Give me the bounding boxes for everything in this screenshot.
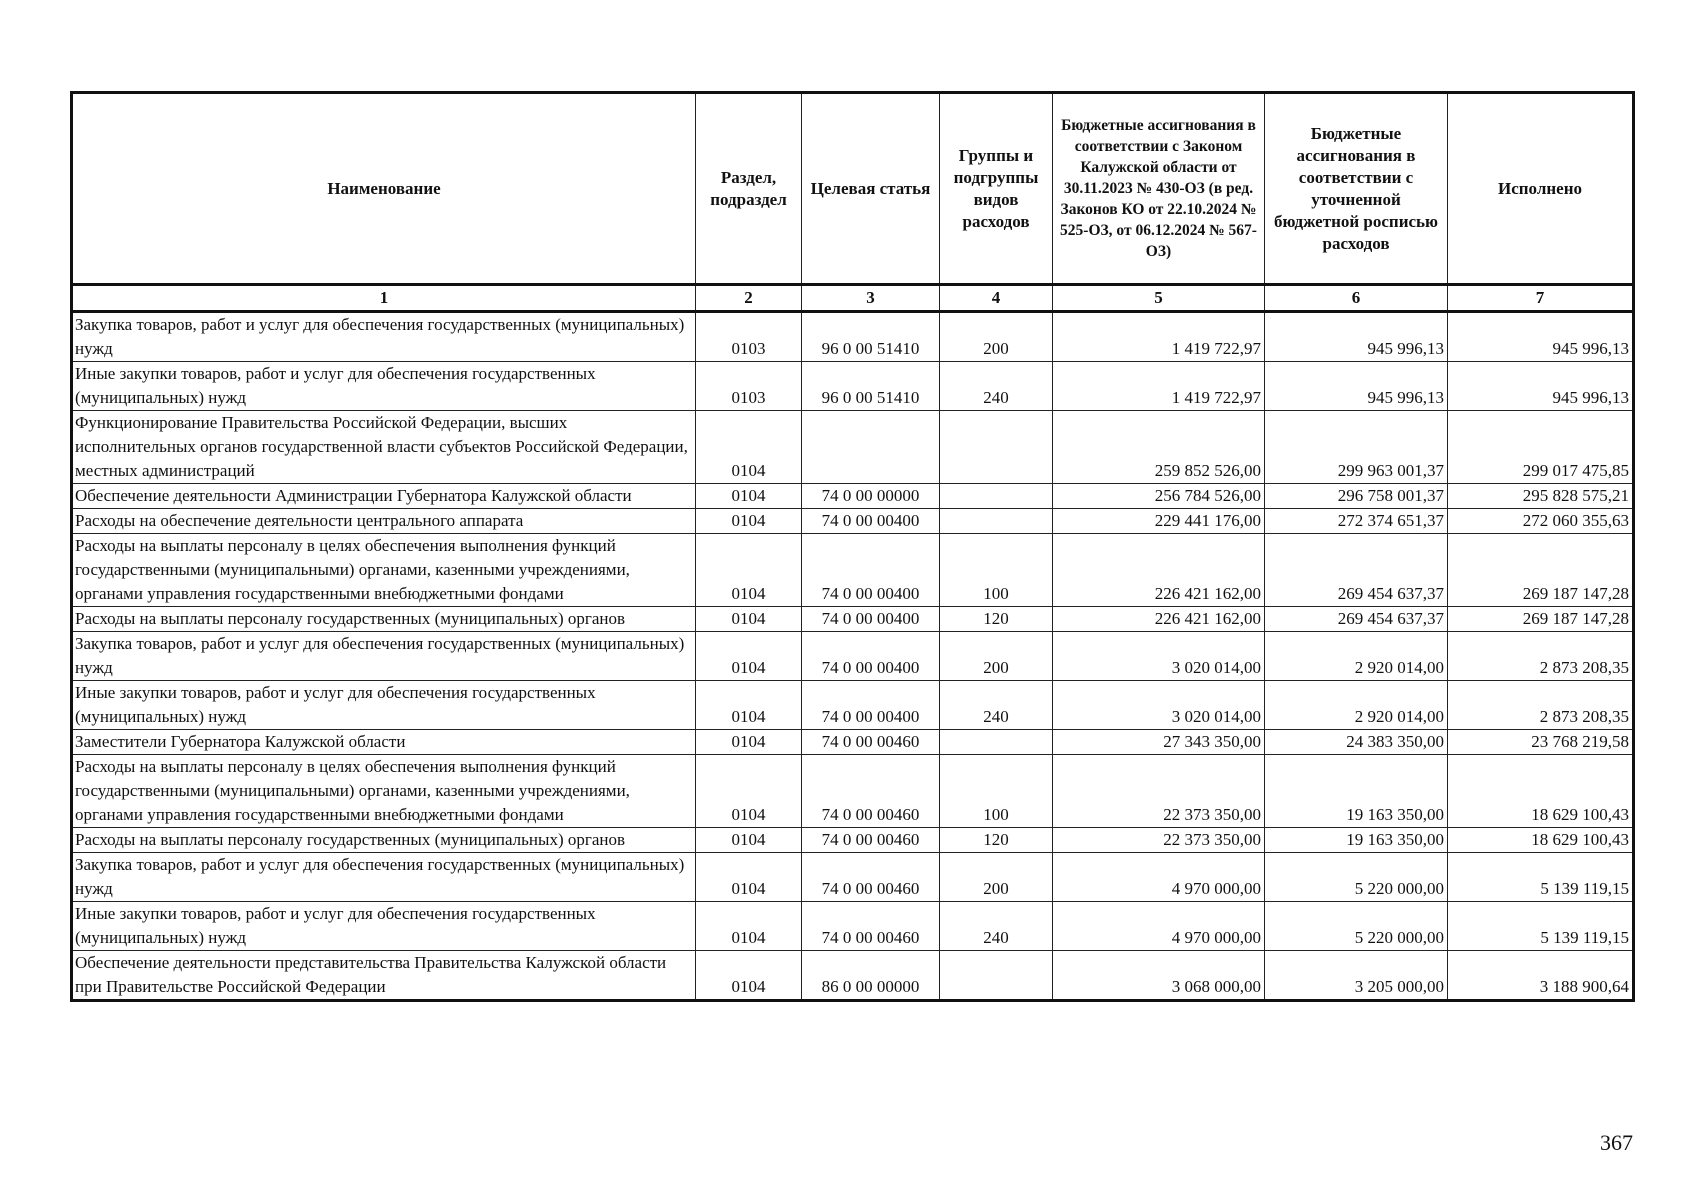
column-number: 6	[1265, 285, 1448, 312]
row-law-allocation: 22 373 350,00	[1053, 828, 1265, 853]
row-section: 0104	[696, 951, 802, 1001]
row-expense-group	[940, 411, 1053, 484]
row-executed: 269 187 147,28	[1448, 607, 1634, 632]
row-name: Иные закупки товаров, работ и услуг для обеспечения государственных (муниципальных) нужд	[72, 681, 696, 730]
row-target-article: 74 0 00 00460	[802, 902, 940, 951]
row-section: 0104	[696, 828, 802, 853]
table-row	[72, 730, 1634, 755]
row-expense-group	[940, 730, 1053, 755]
table-row	[72, 411, 1634, 484]
table-row	[72, 755, 1634, 828]
row-executed: 2 873 208,35	[1448, 681, 1634, 730]
table-row	[72, 902, 1634, 951]
table-row	[72, 534, 1634, 607]
row-executed: 945 996,13	[1448, 362, 1634, 411]
row-target-article: 74 0 00 00460	[802, 828, 940, 853]
column-number: 2	[696, 285, 802, 312]
budget-table	[70, 91, 1635, 1002]
row-expense-group: 200	[940, 632, 1053, 681]
row-section: 0104	[696, 730, 802, 755]
row-expense-group	[940, 951, 1053, 1001]
row-expense-group	[940, 509, 1053, 534]
row-law-allocation: 3 068 000,00	[1053, 951, 1265, 1001]
table-body	[72, 312, 1634, 1001]
row-section: 0104	[696, 632, 802, 681]
row-expense-group: 200	[940, 853, 1053, 902]
row-refined-allocation: 24 383 350,00	[1265, 730, 1448, 755]
row-target-article: 74 0 00 00400	[802, 632, 940, 681]
row-target-article: 96 0 00 51410	[802, 362, 940, 411]
row-expense-group: 120	[940, 828, 1053, 853]
header-section: Раздел, подраздел	[696, 93, 802, 285]
table-row	[72, 362, 1634, 411]
row-law-allocation: 259 852 526,00	[1053, 411, 1265, 484]
row-executed: 5 139 119,15	[1448, 853, 1634, 902]
row-name: Закупка товаров, работ и услуг для обеспечения государственных (муниципальных) нужд	[72, 853, 696, 902]
row-section: 0103	[696, 312, 802, 362]
row-section: 0104	[696, 853, 802, 902]
page-number: 367	[1600, 1130, 1633, 1155]
row-executed: 18 629 100,43	[1448, 828, 1634, 853]
row-section: 0104	[696, 534, 802, 607]
row-executed: 272 060 355,63	[1448, 509, 1634, 534]
row-expense-group: 100	[940, 534, 1053, 607]
row-law-allocation: 3 020 014,00	[1053, 681, 1265, 730]
row-law-allocation: 4 970 000,00	[1053, 902, 1265, 951]
row-name: Закупка товаров, работ и услуг для обеспечения государственных (муниципальных) нужд	[72, 632, 696, 681]
row-refined-allocation: 3 205 000,00	[1265, 951, 1448, 1001]
table-row	[72, 312, 1634, 362]
row-refined-allocation: 269 454 637,37	[1265, 607, 1448, 632]
header-executed: Исполнено	[1448, 93, 1634, 285]
row-section: 0104	[696, 755, 802, 828]
row-expense-group: 240	[940, 362, 1053, 411]
row-law-allocation: 4 970 000,00	[1053, 853, 1265, 902]
row-section: 0104	[696, 607, 802, 632]
row-refined-allocation: 5 220 000,00	[1265, 853, 1448, 902]
row-expense-group: 100	[940, 755, 1053, 828]
table-header	[72, 93, 1634, 312]
row-target-article: 74 0 00 00400	[802, 681, 940, 730]
row-name: Закупка товаров, работ и услуг для обеспечения государственных (муниципальных) нужд	[72, 312, 696, 362]
row-law-allocation: 27 343 350,00	[1053, 730, 1265, 755]
row-refined-allocation: 945 996,13	[1265, 312, 1448, 362]
row-executed: 23 768 219,58	[1448, 730, 1634, 755]
row-target-article: 74 0 00 00460	[802, 730, 940, 755]
row-target-article: 96 0 00 51410	[802, 312, 940, 362]
header-expense-group: Группы и подгруппы видов расходов	[940, 93, 1053, 285]
column-number: 4	[940, 285, 1053, 312]
row-law-allocation: 229 441 176,00	[1053, 509, 1265, 534]
row-refined-allocation: 2 920 014,00	[1265, 681, 1448, 730]
row-name: Расходы на выплаты персоналу в целях обеспечения выполнения функций государственными (муниципальными) органами, казенными учреждениями, органами управления государственными внебюджетными фондами	[72, 755, 696, 828]
row-name: Заместители Губернатора Калужской области	[72, 730, 696, 755]
table-row	[72, 632, 1634, 681]
table-row	[72, 828, 1634, 853]
row-target-article	[802, 411, 940, 484]
row-section: 0103	[696, 362, 802, 411]
row-target-article: 74 0 00 00000	[802, 484, 940, 509]
table-row	[72, 681, 1634, 730]
header-law-allocations: Бюджетные ассигнования в соответствии с Законом Калужской области от 30.11.2023 № 430-ОЗ (в ред. Законов КО от 22.10.2024 № 525-ОЗ, от 06.12.2024 № 567-ОЗ)	[1053, 93, 1265, 285]
row-refined-allocation: 296 758 001,37	[1265, 484, 1448, 509]
row-law-allocation: 226 421 162,00	[1053, 534, 1265, 607]
row-expense-group: 120	[940, 607, 1053, 632]
row-name: Расходы на выплаты персоналу государственных (муниципальных) органов	[72, 607, 696, 632]
row-name: Расходы на обеспечение деятельности центрального аппарата	[72, 509, 696, 534]
row-target-article: 74 0 00 00400	[802, 509, 940, 534]
row-executed: 18 629 100,43	[1448, 755, 1634, 828]
row-refined-allocation: 272 374 651,37	[1265, 509, 1448, 534]
row-refined-allocation: 299 963 001,37	[1265, 411, 1448, 484]
row-section: 0104	[696, 902, 802, 951]
row-name: Иные закупки товаров, работ и услуг для обеспечения государственных (муниципальных) нужд	[72, 362, 696, 411]
table-row	[72, 951, 1634, 1001]
row-section: 0104	[696, 681, 802, 730]
header-refined-allocations: Бюджетные ассигнования в соответствии с уточненной бюджетной росписью расходов	[1265, 93, 1448, 285]
row-target-article: 86 0 00 00000	[802, 951, 940, 1001]
row-executed: 295 828 575,21	[1448, 484, 1634, 509]
row-law-allocation: 1 419 722,97	[1053, 362, 1265, 411]
row-refined-allocation: 269 454 637,37	[1265, 534, 1448, 607]
table-row	[72, 509, 1634, 534]
row-name: Расходы на выплаты персоналу государственных (муниципальных) органов	[72, 828, 696, 853]
row-section: 0104	[696, 411, 802, 484]
row-section: 0104	[696, 484, 802, 509]
row-target-article: 74 0 00 00460	[802, 853, 940, 902]
row-refined-allocation: 19 163 350,00	[1265, 828, 1448, 853]
row-expense-group	[940, 484, 1053, 509]
row-expense-group: 240	[940, 902, 1053, 951]
row-target-article: 74 0 00 00400	[802, 607, 940, 632]
row-name: Иные закупки товаров, работ и услуг для обеспечения государственных (муниципальных) нужд	[72, 902, 696, 951]
row-law-allocation: 256 784 526,00	[1053, 484, 1265, 509]
row-refined-allocation: 5 220 000,00	[1265, 902, 1448, 951]
table-row	[72, 607, 1634, 632]
column-number: 1	[72, 285, 696, 312]
row-target-article: 74 0 00 00400	[802, 534, 940, 607]
row-law-allocation: 22 373 350,00	[1053, 755, 1265, 828]
row-target-article: 74 0 00 00460	[802, 755, 940, 828]
row-refined-allocation: 945 996,13	[1265, 362, 1448, 411]
row-expense-group: 240	[940, 681, 1053, 730]
row-name: Обеспечение деятельности представительства Правительства Калужской области при Правительстве Российской Федерации	[72, 951, 696, 1001]
row-executed: 5 139 119,15	[1448, 902, 1634, 951]
column-number: 7	[1448, 285, 1634, 312]
row-refined-allocation: 19 163 350,00	[1265, 755, 1448, 828]
header-name: Наименование	[72, 93, 696, 285]
row-law-allocation: 226 421 162,00	[1053, 607, 1265, 632]
row-executed: 299 017 475,85	[1448, 411, 1634, 484]
row-section: 0104	[696, 509, 802, 534]
row-executed: 945 996,13	[1448, 312, 1634, 362]
row-name: Расходы на выплаты персоналу в целях обеспечения выполнения функций государственными (муниципальными) органами, казенными учреждениями, органами управления государственными внебюджетными фондами	[72, 534, 696, 607]
row-name: Обеспечение деятельности Администрации Губернатора Калужской области	[72, 484, 696, 509]
row-name: Функционирование Правительства Российской Федерации, высших исполнительных органов государственной власти субъектов Российской Федерации, местных администраций	[72, 411, 696, 484]
row-executed: 269 187 147,28	[1448, 534, 1634, 607]
row-executed: 2 873 208,35	[1448, 632, 1634, 681]
row-law-allocation: 3 020 014,00	[1053, 632, 1265, 681]
column-number: 5	[1053, 285, 1265, 312]
header-target-article: Целевая статья	[802, 93, 940, 285]
row-expense-group: 200	[940, 312, 1053, 362]
table-row	[72, 853, 1634, 902]
column-number: 3	[802, 285, 940, 312]
row-executed: 3 188 900,64	[1448, 951, 1634, 1001]
table-row	[72, 484, 1634, 509]
row-law-allocation: 1 419 722,97	[1053, 312, 1265, 362]
row-refined-allocation: 2 920 014,00	[1265, 632, 1448, 681]
